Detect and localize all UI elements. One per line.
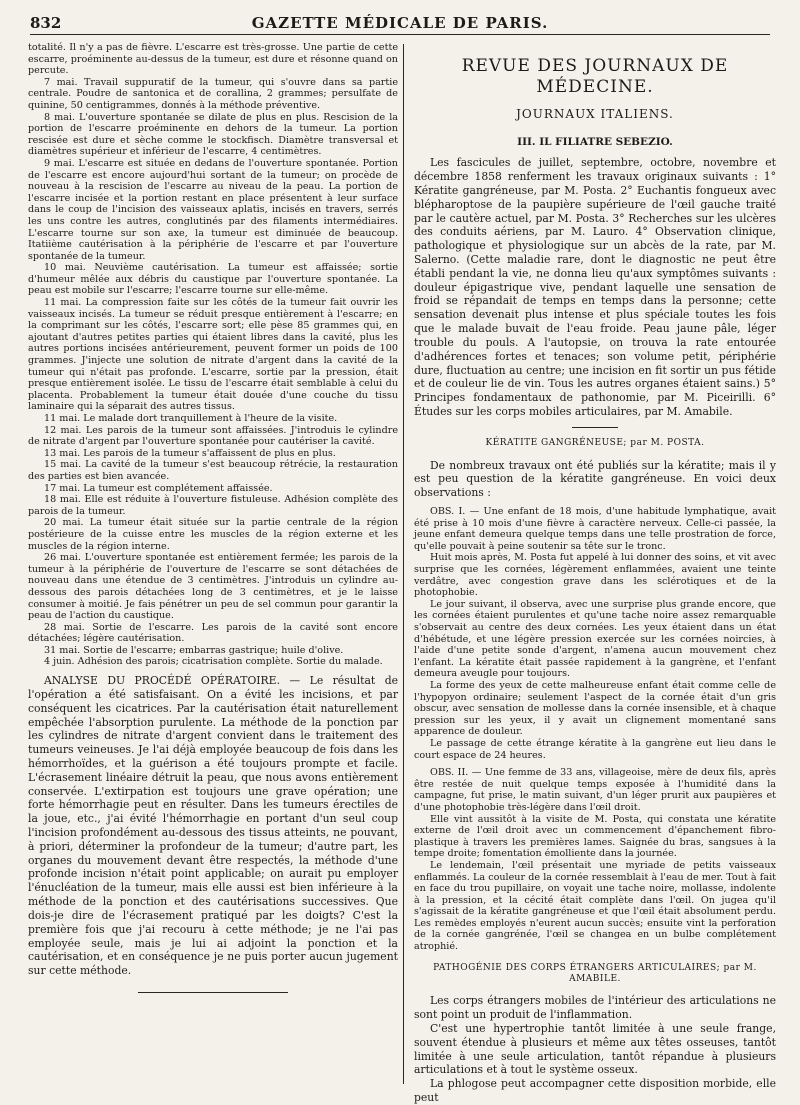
paragraph: Le passage de cette étrange kératite à la gangrène eut lieu dans le court espace de 24 heures. (414, 737, 776, 761)
paragraph: Le jour suivant, il observa, avec une surprise plus grande encore, que les cornées étaient purulentes et qu'une tache noire assez remarquable s'observait au centre des deux cornées. Les yeux étaient dans un état d'hébétude, et une légère pression exercée sur les cornées noircies, à l'aide d'une petite sonde d'argent, n'amena aucun mouvement chez l'enfant. La kératite était passée rapidement à la gangrène, et l'enfant demeura aveugle pour toujours. (414, 598, 776, 680)
paragraph: Les corps étrangers mobiles de l'intérieur des articulations ne sont point un produit de l'inflammation. (414, 994, 776, 1022)
right-column (414, 42, 776, 1105)
paragraph: 13 mai. Les parois de la tumeur s'affaissent de plus en plus. (44, 447, 336, 459)
paragraph: 10 mai. Neuvième cautérisation. La tumeur est affaissée; sortie d'humeur mêlée aux débris du caustique par l'ouverture spontanée. La peau est mobile sur l'escarre; l'escarre tourne sur elle-même. (28, 262, 398, 297)
paragraph: 4 juin. Adhésion des parois; cicatrisation complète. Sortie du malade. (44, 656, 383, 668)
paragraph: OBS. I. — Une enfant de 18 mois, d'une habitude lymphatique, avait été prise à 10 mois d'une fièvre à caractère nerveux. Celle-ci passée, la jeune enfant demeura quelque temps dans une telle prostration de force, qu'elle pouvait à peine soutenir sa tête sur le tronc. (414, 506, 776, 552)
paragraph: totalité. Il n'y a pas de fièvre. L'escarre est très-grosse. Une partie de cette escarre, proéminente au-dessus de la tumeur, est dure et résonne quand on percute. (28, 42, 398, 77)
paragraph: 18 mai. Elle est réduite à l'ouverture fistuleuse. Adhésion complète des parois de la tumeur. (28, 494, 398, 517)
paragraph: 31 mai. Sortie de l'escarre; embarras gastrique; huile d'olive. (44, 644, 344, 656)
column-rule (403, 44, 404, 1084)
intro-paragraph: Les fascicules de juillet, septembre, octobre, novembre et décembre 1858 renferment les travaux originaux suivants : 1° Kératite gangréneuse, par M. Posta. 2° Euchantis fongueux avec blépharoptose de la paupière supérieure de l'œil gauche traité par le cautère actuel, par M. Posta. 3° Recherches sur les ulcères des conduits aériens, par M. Lauro. 4° Observation clinique, pathologique et physiologique sur un abcès de la rate, par M. Salerno. (Cette maladie rare, dont le diagnostic ne peut être établi pendant la vie, ne donna lieu qu'aux symptômes suivants : douleur épigastrique vive, pendant laquelle une sensation de froid se répandait de temps en temps dans la personne; cette sensation devenait plus intense et plus spéciale toutes les fois que le malade buvait de l'eau froide. Peau jaune pâle, léger trouble du pouls. A l'autopsie, on trouva la rate entourée d'adhérences fortes et tenaces; son volume petit, périphérie dure, fluctuation au centre; une incision en fit sortir un pus fétide et de couleur lie de vin. Tous les autres organes étaient sains.) 5° Principes fondamentaux de pathonomie, par M. Piceirilli. 6° Études sur les corps mobiles articulaires, par M. Amabile. (414, 156, 776, 418)
section-subtitle: JOURNAUX ITALIENS. (516, 107, 674, 122)
page-header (30, 12, 770, 35)
paragraph: OBS. II. — Une femme de 33 ans, villageoise, mère de deux fils, après être restée de nuit quelque temps exposée à l'humidité dans la campagne, fut prise, le matin suivant, d'un léger prurit aux paupières et d'une photophobie très-légère dans l'œil droit. (414, 767, 776, 813)
separator-rule (138, 992, 288, 993)
paragraph: Elle vint aussitôt à la visite de M. Posta, qui constata une kératite externe de l'œil droit avec un commencement d'épanchement fibro-plastique à travers les premières lames. Saignée du bras, sangsues à la tempe droite; fomentation émolliente dans la journée. (414, 813, 776, 860)
running-head: GAZETTE MÉDICALE DE PARIS. (251, 14, 549, 32)
paragraph: 9 mai. L'escarre est située en dedans de l'ouverture spontanée. Portion de l'escarre est encore aujourd'hui sortant de la tumeur; on procède de nouveau à la rescision de l'escarre au niveau de la peau. La portion de l'escarre incisée et la portion restant en place présentent à leur surface dans le coup de l'incision des vaisseaux aplatis, incisés en travers, serrés les uns contre les autres, conglutinés par des filaments intermédiaires. L'escarre tourne sur son axe, la tumeur est diminuée de beaucoup. Itatiième cautérisation à la périphérie de l'escarre et par l'ouverture spontanée de la tumeur. (28, 157, 398, 262)
paragraph: 11 mai. Le malade dort tranquillement à l'heure de la visite. (44, 413, 338, 424)
paragraph: 8 mai. L'ouverture spontanée se dilate de plus en plus. Rescision de la portion de l'escarre proéminente en dehors de la tumeur. La portion rescisée est dure et sèche comme le stockfisch. Diamètre transversal et diamètres supérieur et inférieur de l'escarre, 4 centimètres. (28, 111, 398, 158)
paragraph: C'est une hypertrophie tantôt limitée à une seule frange, souvent étendue à plusieurs et même aux têtes osseuses, tantôt limitée à une seule articulation, tantôt répandue à plusieurs articulations et à tout le système osseux. (414, 1022, 776, 1077)
paragraph: La phlogose peut accompagner cette disposition morbide, elle peut (414, 1077, 776, 1105)
paragraph: De nombreux travaux ont été publiés sur la kératite; mais il y est peu question de la kératite gangréneuse. En voici deux observations : (414, 458, 776, 500)
paragraph: 26 mai. L'ouverture spontanée est entièrement fermée; les parois de la tumeur à la périphérie de l'ouverture de l'escarre se sont détachées de nouveau dans une étendue de 3 centimètres. J'introduis un cylindre au-dessous des parois détachées long de 3 centimètres, et je le laisse consumer à moitié. Je fais pénétrer un peu de sel commun pour garantir la peau de l'action du caustique. (28, 552, 398, 622)
journal-heading: III. IL FILIATRE SEBEZIO. (517, 135, 673, 148)
paragraph: 20 mai. La tumeur était située sur la partie centrale de la région postérieure de la cuisse entre les muscles de la région externe et les muscles de la région interne. (28, 517, 398, 552)
paragraph: La forme des yeux de cette malheureuse enfant était comme celle de l'hypopyon ordinaire; seulement l'aspect de la cornée était d'un gris obscur, avec sensation de mollesse dans la cornée insensible, et à chaque pression sur les yeux, il y avait un clignement momentané sans apparence de douleur. (414, 680, 776, 738)
page-number: 832 (30, 14, 62, 32)
short-rule (572, 427, 618, 428)
paragraph: 11 mai. La compression faite sur les côtés de la tumeur fait ouvrir les vaisseaux incisés. La tumeur se réduit presque entièrement à l'escarre; en la comprimant sur les côtés, l'escarre sort; elle pèse 85 grammes qui, en ajoutant d'autres petites parties qui étaient libres dans la cavité, plus les autres portions incisées antérieurement, peuvent former un poids de 100 grammes. J'injecte une solution de nitrate d'argent dans la cavité de la tumeur qui n'était pas profonde. L'escarre, sortie par la pression, était presque entièrement isolée. Le tissu de l'escarre était semblable à celui du placenta. Probablement la tumeur était douée d'une couche du tissu laminaire qui la séparait des autres tissus. (28, 297, 398, 413)
article-heading: KÉRATITE GANGRÉNEUSE; par M. POSTA. (485, 437, 705, 448)
section-title: REVUE DES JOURNAUX DE MÉDECINE. (461, 56, 729, 97)
paragraph: 17 mai. La tumeur est complétement affaissée. (44, 482, 273, 494)
article-heading: PATHOGÉNIE DES CORPS ÉTRANGERS ARTICULAIRES; par M. AMABILE. (433, 962, 757, 984)
analysis-paragraph: ANALYSE DU PROCÉDÉ OPÉRATOIRE. — Le résultat de l'opération a été satisfaisant. On a évité les incisions, et par conséquent les cicatrices. Par la cautérisation était naturellement empêchée l'absorption purulente. La méthode de la ponction par les cylindres de nitrate d'argent convient dans le traitement des tumeurs veineuses. Je l'ai déjà employée beaucoup de fois dans les hémorrhoïdes, et la guérison a été toujours prompte et facile. L'écrasement linéaire détruit la peau, que nous avons entièrement conservée. L'extirpation est toujours une grave opération; une forte hémorrhagie peut en résulter. Dans les tumeurs érectiles de la joue, etc., j'ai évité l'hémorrhagie en portant d'un seul coup l'incision profondément au-dessous des tissus atteints, ne pouvant, à priori, déterminer la profondeur de la tumeur; d'autre part, les organes du mouvement devant être respectés, la méthode d'une profonde incision n'était point applicable; on aurait pu employer l'énucléation de la tumeur, mais elle aussi est bien inférieure à la méthode de la ponction et des cautérisations successives. Que dois-je dire de l'écrasement pratiqué par les doigts? C'est la première fois que j'ai recouru à cette méthode; je ne l'ai pas employée seule, mais je lui ai adjoint la ponction et la cautérisation, et en conséquence je ne puis porter aucun jugement sur cette méthode. (28, 674, 398, 978)
paragraph: Huit mois après, M. Posta fut appelé à lui donner des soins, et vit avec surprise que les cornées, légèrement enflammées, avaient une teinte verdâtre, avec congestion grave dans les sclérotiques et de la photophobie. (414, 552, 776, 599)
left-column (28, 42, 398, 1082)
paragraph: 28 mai. Sortie de l'escarre. Les parois de la cavité sont encore détachées; légère cautérisation. (28, 621, 398, 645)
paragraph: 15 mai. La cavité de la tumeur s'est beaucoup rétrécie, la restauration des parties est bien avancée. (28, 459, 398, 482)
paragraph: Le lendemain, l'œil présentait une myriade de petits vaisseaux enflammés. La couleur de la cornée ressemblait à l'eau de mer. Tout à fait en face du trou pupillaire, on voyait une tache noire, mollasse, indolente à la pression, et la cécité était complète dans l'œil. On jugea qu'il s'agissait de la kératite gangréneuse et que l'œil était absolument perdu. Les remèdes employés n'eurent aucun succès; ensuite vint la perforation de la cornée gangrénée, l'œil se changea en un bulbe complétement atrophié. (414, 859, 776, 953)
paragraph: 7 mai. Travail suppuratif de la tumeur, qui s'ouvre dans sa partie centrale. Poudre de santonica et de corallina, 2 grammes; persulfate de quinine, 50 centigrammes, donnés à la méthode préventive. (28, 76, 398, 111)
paragraph: 12 mai. Les parois de la tumeur sont affaissées. J'introduis le cylindre de nitrate d'argent par l'ouverture spontanée pour cautériser la cavité. (28, 424, 398, 448)
